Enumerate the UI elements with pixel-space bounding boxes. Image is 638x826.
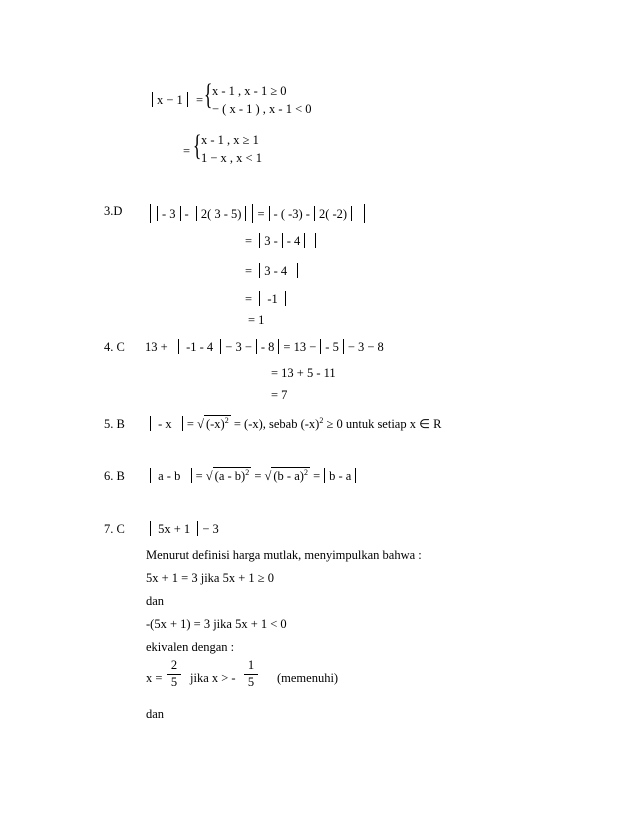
q7-text: 5x + 1 = 3 jika 5x + 1 ≥ 0 bbox=[146, 571, 275, 585]
q7-text: ekivalen dengan : bbox=[146, 640, 235, 654]
q3-line4: = -1 bbox=[245, 291, 290, 306]
equals-sign: = bbox=[196, 93, 204, 107]
equals-sign: = bbox=[183, 144, 191, 158]
q3-line1: - 3 - 2( 3 - 5) = - ( -3) - 2( -2) bbox=[146, 204, 369, 223]
q7-text: dan bbox=[146, 594, 165, 608]
fraction: 2 5 bbox=[167, 659, 181, 690]
q4-result: = 7 bbox=[271, 388, 288, 402]
q7-text: dan bbox=[146, 707, 165, 721]
answer-label: 5. B bbox=[104, 417, 125, 431]
q7-text: Menurut definisi harga mutlak, menyimpulkan bahwa : bbox=[146, 548, 422, 562]
answer-label: 7. C bbox=[104, 522, 125, 536]
case-line: x - 1 , x - 1 ≥ 0 bbox=[212, 84, 287, 98]
q7-text: -(5x + 1) = 3 jika 5x + 1 < 0 bbox=[146, 617, 287, 631]
case-line: x - 1 , x ≥ 1 bbox=[201, 133, 259, 147]
brace-icon: { bbox=[192, 129, 202, 162]
q3-result: = 1 bbox=[248, 313, 265, 327]
case-line: 1 − x , x < 1 bbox=[201, 151, 262, 165]
sqrt-symbol: √ $(-x)^2$ bbox=[197, 415, 229, 431]
sqrt-symbol: √ (a - b)$^2$ bbox=[205, 467, 250, 483]
q7-note: (memenuhi) bbox=[277, 671, 339, 685]
q5-line: - x = √ $(-x)^2 = (-x)$, sebab $(-x)^2 \ge 0$ untuk setiap x ∈ R bbox=[146, 416, 441, 431]
q3-line3: = 3 - 4 bbox=[245, 263, 302, 278]
q4-line2: = 13 + 5 - 11 bbox=[271, 366, 336, 380]
answer-label: 3.D bbox=[104, 204, 123, 218]
q4-line1: 13 + -1 - 4 − 3 − - 8 = 13 − - 5 − 3 − 8 bbox=[145, 340, 384, 354]
q6-line: a - b = √ (a - b)$^2$ = √ (b - a)$^2$ = b - a bbox=[146, 468, 360, 483]
q7-x-equals: x = bbox=[146, 671, 163, 685]
abs-x-minus-1: x − 1 bbox=[148, 92, 192, 107]
q7-equation: 5x + 1 − 3 bbox=[146, 521, 219, 536]
brace-icon: { bbox=[203, 78, 213, 111]
fraction: 1 5 bbox=[244, 659, 258, 690]
q7-condition: jika x > - bbox=[190, 671, 236, 685]
answer-label: 6. B bbox=[104, 469, 125, 483]
sqrt-symbol: √ (b - a)$^2$ bbox=[264, 467, 308, 483]
answer-label: 4. C bbox=[104, 340, 125, 354]
q3-line2: = 3 - - 4 bbox=[245, 233, 320, 248]
case-line: − ( x - 1 ) , x - 1 < 0 bbox=[212, 102, 312, 116]
